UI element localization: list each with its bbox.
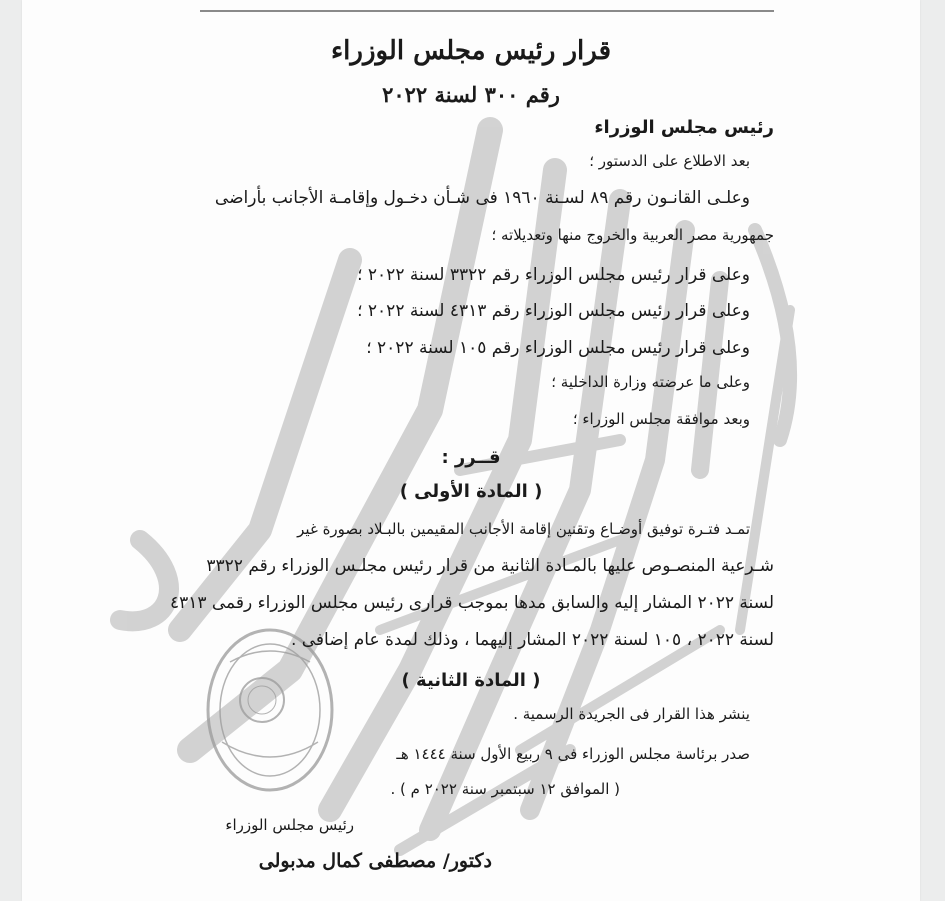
article-2-text: ينشر هذا القرار فى الجريدة الرسمية . xyxy=(513,705,750,723)
preamble-line: وعلى ما عرضته وزارة الداخلية ؛ xyxy=(551,373,750,391)
decree-title: قرار رئيس مجلس الوزراء xyxy=(330,36,612,66)
preamble-line: وعلى قرار رئيس مجلس الوزراء رقم ٤٣١٣ لسنة ٢٠٢٢ ؛ xyxy=(357,301,750,321)
preamble-line: وعلى قرار رئيس مجلس الوزراء رقم ١٠٥ لسنة ٢٠٢٢ ؛ xyxy=(366,338,750,358)
document-body xyxy=(22,0,920,901)
preamble-line: جمهورية مصر العربية والخروج منها وتعديلاته ؛ xyxy=(491,226,774,244)
gregorian-date-line: ( الموافق ١٢ سبتمبر سنة ٢٠٢٢ م ) . xyxy=(390,780,620,798)
article-1-line: لسنة ٢٠٢٢ ، ١٠٥ لسنة ٢٠٢٢ المشار إليهما ، وذلك لمدة عام إضافى . xyxy=(290,630,774,650)
article-1-heading: ( المادة الأولى ) xyxy=(399,481,543,502)
preamble-line: وعلى قرار رئيس مجلس الوزراء رقم ٣٣٢٢ لسنة ٢٠٢٢ ؛ xyxy=(357,265,750,285)
article-1-line: تمـد فتـرة توفيق أوضـاع وتقنين إقامة الأجانب المقيمين بالبـلاد بصورة غير xyxy=(297,520,750,538)
article-2-heading: ( المادة الثانية ) xyxy=(401,670,541,691)
preamble-line: وعلـى القانـون رقم ٨٩ لسـنة ١٩٦٠ فى شـأن دخـول وإقامـة الأجانب بأراضى xyxy=(214,188,750,208)
article-1-line: لسنة ٢٠٢٢ المشار إليه والسابق مدها بموجب قرارى رئيس مجلس الوزراء رقمى ٤٣١٣ xyxy=(169,593,774,613)
signature-title: رئيس مجلس الوزراء xyxy=(225,816,354,834)
signature-name: دكتور/ مصطفى كمال مدبولى xyxy=(258,850,492,872)
issued-date-line: صدر برئاسة مجلس الوزراء فى ٩ ربيع الأول سنة ١٤٤٤ هـ xyxy=(396,745,750,763)
preamble-line: بعد الاطلاع على الدستور ؛ xyxy=(589,152,750,170)
document-page xyxy=(22,0,920,901)
preamble-line: وبعد موافقة مجلس الوزراء ؛ xyxy=(572,410,750,428)
decree-number: رقم ٣٠٠ لسنة ٢٠٢٢ xyxy=(382,82,560,107)
issuer-heading: رئيس مجلس الوزراء xyxy=(594,117,774,138)
article-1-line: شـرعية المنصـوص عليها بالمـادة الثانية من قرار رئيس مجلـس الوزراء رقم ٣٣٢٢ xyxy=(206,556,774,576)
decided-label: قــرر : xyxy=(441,447,501,468)
